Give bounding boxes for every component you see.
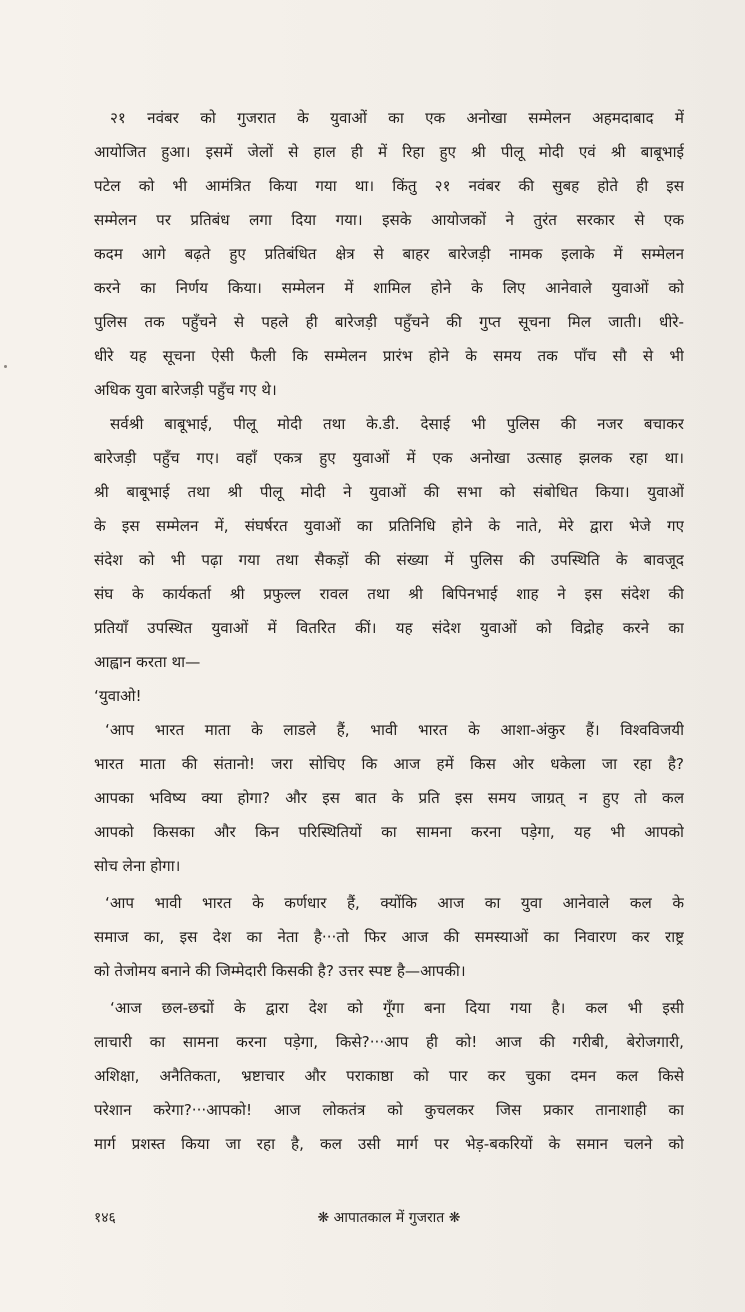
text-line: २१ नवंबर को गुजरात के युवाओं का एक अनोखा सम्मेलन अहमदाबाद में bbox=[110, 109, 684, 127]
text-line: समाज का, इस देश का नेता है···तो फिर आज की समस्याओं का निवारण कर राष्ट्र bbox=[94, 928, 684, 946]
paragraph-2 bbox=[94, 407, 684, 679]
scan-speck bbox=[4, 365, 7, 368]
text-line: के इस सम्मेलन में, संघर्षरत युवाओं का प्रतिनिधि होने के नाते, मेरे द्वारा भेजे गए bbox=[94, 517, 684, 535]
text-line: भारत माता की संतानो! जरा सोचिए कि आज हमें किस ओर धकेला जा रहा है? bbox=[94, 755, 684, 773]
page-footer bbox=[94, 1202, 684, 1232]
paragraph-5 bbox=[94, 991, 684, 1161]
text-line: आपका भविष्य क्या होगा? और इस बात के प्रति इस समय जाग्रत् न हुए तो कल bbox=[94, 789, 684, 807]
paragraph-1 bbox=[94, 101, 684, 407]
text-line: ‘आप भावी भारत के कर्णधार हैं, क्योंकि आज का युवा आनेवाले कल के bbox=[105, 894, 684, 912]
text-line: ‘आज छल-छद्मों के द्वारा देश को गूँगा बना दिया गया है। कल भी इसी bbox=[110, 999, 684, 1017]
text-line: पटेल को भी आमंत्रित किया गया था। किंतु २१ नवंबर की सुबह होते ही इस bbox=[94, 177, 684, 195]
text-line: संदेश को भी पढ़ा गया तथा सैकड़ों की संख्या में पुलिस की उपस्थिति के बावजूद bbox=[94, 551, 684, 569]
page-body bbox=[94, 101, 684, 1161]
text-line: प्रतियाँ उपस्थित युवाओं में वितरित कीं। यह संदेश युवाओं को विद्रोह करने का bbox=[94, 619, 684, 637]
text-line: धीरे यह सूचना ऐसी फैली कि सम्मेलन प्रारंभ होने के समय तक पाँच सौ से भी bbox=[94, 347, 684, 365]
paragraph-3 bbox=[94, 713, 684, 883]
text-line: अशिक्षा, अनैतिकता, भ्रष्टाचार और पराकाष्ठा को पार कर चुका दमन कल किसे bbox=[94, 1067, 684, 1085]
text-line: कदम आगे बढ़ते हुए प्रतिबंधित क्षेत्र से बाहर बारेजड़ी नामक इलाके में सम्मेलन bbox=[94, 245, 684, 263]
text-line: आह्वान करता था— bbox=[94, 653, 201, 671]
text-line: को तेजोमय बनाने की जिम्मेदारी किसकी है? उत्तर स्पष्ट है—आपकी। bbox=[94, 962, 466, 980]
salutation bbox=[94, 679, 684, 713]
text-line: ‘आप भारत माता के लाडले हैं, भावी भारत के आशा-अंकुर हैं। विश्वविजयी bbox=[105, 721, 684, 739]
running-title: ❋ आपातकाल में गुजरात ❋ bbox=[317, 1210, 461, 1226]
page-number: १४६ bbox=[94, 1210, 116, 1226]
paragraph-4 bbox=[94, 886, 684, 988]
text-line: सर्वश्री बाबूभाई, पीलू मोदी तथा के.डी. देसाई भी पुलिस की नजर बचाकर bbox=[110, 415, 684, 433]
text-line: परेशान करेगा?···आपको! आज लोकतंत्र को कुचलकर जिस प्रकार तानाशाही का bbox=[94, 1101, 684, 1119]
text-line: संघ के कार्यकर्ता श्री प्रफुल्ल रावल तथा श्री बिपिनभाई शाह ने इस संदेश की bbox=[94, 585, 684, 603]
text-line: अधिक युवा बारेजड़ी पहुँच गए थे। bbox=[94, 381, 277, 399]
text-line: आपको किसका और किन परिस्थितियों का सामना करना पड़ेगा, यह भी आपको bbox=[94, 823, 684, 841]
text-line: पुलिस तक पहुँचने से पहले ही बारेजड़ी पहुँचने की गुप्त सूचना मिल जाती। धीरे- bbox=[94, 313, 684, 331]
text-line: आयोजित हुआ। इसमें जेलों से हाल ही में रिहा हुए श्री पीलू मोदी एवं श्री बाबूभाई bbox=[94, 143, 684, 161]
text-line: लाचारी का सामना करना पड़ेगा, किसे?···आप ही को! आज की गरीबी, बेरोजगारी, bbox=[94, 1033, 684, 1051]
text-line: ‘युवाओ! bbox=[94, 687, 142, 705]
text-line: सोच लेना होगा। bbox=[94, 857, 181, 875]
text-line: बारेजड़ी पहुँच गए। वहाँ एकत्र हुए युवाओं में एक अनोखा उत्साह झलक रहा था। bbox=[94, 449, 684, 467]
text-line: श्री बाबूभाई तथा श्री पीलू मोदी ने युवाओं की सभा को संबोधित किया। युवाओं bbox=[94, 483, 684, 501]
text-line: मार्ग प्रशस्त किया जा रहा है, कल उसी मार्ग पर भेड़-बकरियों के समान चलने को bbox=[94, 1135, 684, 1153]
text-line: करने का निर्णय किया। सम्मेलन में शामिल होने के लिए आनेवाले युवाओं को bbox=[94, 279, 684, 297]
text-line: सम्मेलन पर प्रतिबंध लगा दिया गया। इसके आयोजकों ने तुरंत सरकार से एक bbox=[94, 211, 684, 229]
